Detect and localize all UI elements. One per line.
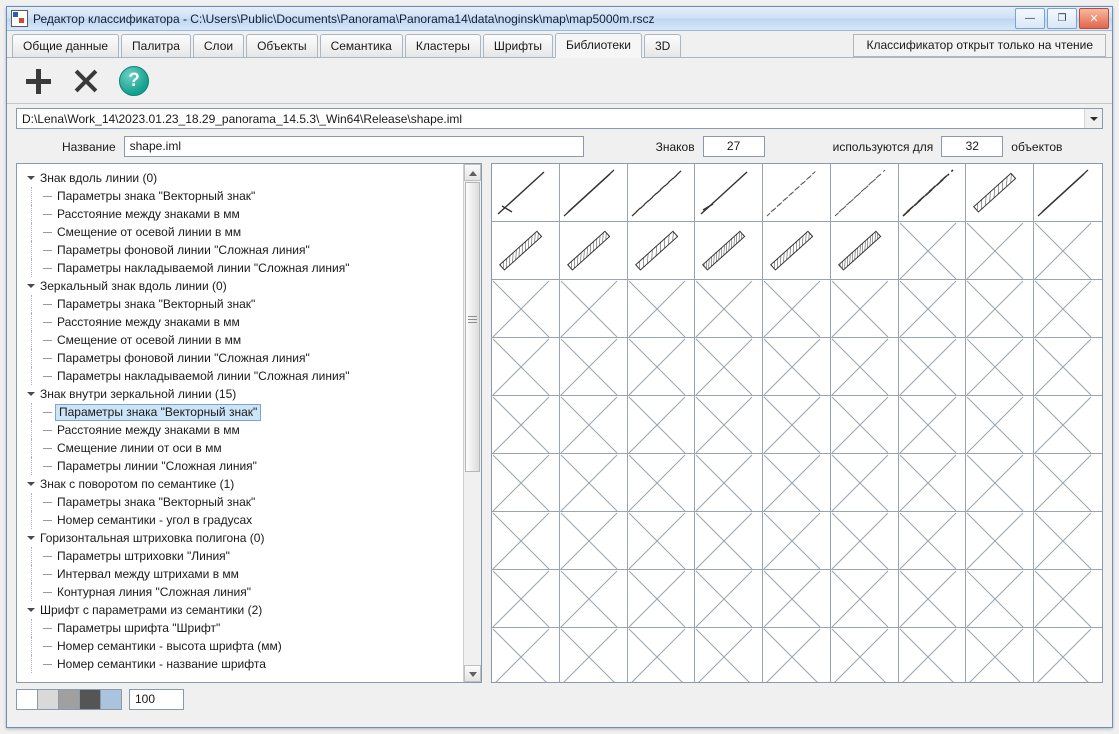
empty-symbol-cell[interactable]: [695, 338, 763, 396]
classifier-editor-window: [6, 6, 1113, 728]
empty-symbol-cell[interactable]: [695, 396, 763, 454]
expand-collapse-icon: [25, 601, 38, 619]
scroll-up-button[interactable]: [464, 164, 481, 181]
main-area: [7, 163, 1112, 683]
empty-symbol-cell[interactable]: [628, 512, 696, 570]
tree-branch-icon: [43, 619, 55, 637]
tree-item-label: Параметры знака "Векторный знак": [57, 297, 256, 311]
symbol-cell[interactable]: [695, 164, 763, 222]
minimize-button[interactable]: [1015, 8, 1045, 29]
maximize-icon: ❐: [1057, 12, 1067, 24]
symbol-cell[interactable]: [492, 222, 560, 280]
empty-symbol-cell[interactable]: [966, 454, 1034, 512]
symbol-cell[interactable]: [560, 164, 628, 222]
symbol-cell[interactable]: [1034, 164, 1102, 222]
library-path-row: [7, 104, 1112, 132]
empty-symbol-cell[interactable]: [492, 628, 560, 683]
empty-symbol-cell[interactable]: [492, 512, 560, 570]
tree-item-label: Смещение линии от оси в мм: [57, 441, 222, 455]
symbols-grid-panel[interactable]: [491, 163, 1103, 683]
color-swatch-3[interactable]: [79, 689, 101, 710]
bottom-bar: [7, 683, 1112, 710]
tree-child-item[interactable]: [23, 421, 464, 439]
tree-child-item[interactable]: [23, 619, 464, 637]
empty-symbol-cell[interactable]: [1034, 338, 1102, 396]
empty-symbol-cell[interactable]: [831, 454, 899, 512]
empty-symbol-cell[interactable]: [763, 512, 831, 570]
tab-semantika[interactable]: Семантика: [320, 34, 403, 57]
tab-biblioteki[interactable]: Библиотеки: [555, 33, 642, 58]
library-path-value: D:\Lena\Work_14\2023.01.23_18.29_panorama_14.5.3\_Win64\Release\shape.iml: [22, 111, 463, 126]
tree-item-label: Контурная линия "Сложная линия": [57, 585, 252, 599]
library-tree[interactable]: [17, 164, 464, 682]
tree-branch-icon: [43, 367, 55, 385]
tab-bar: [7, 31, 1112, 58]
tree-item-label: Параметры штриховки "Линия": [57, 549, 230, 563]
empty-symbol-cell[interactable]: [1034, 396, 1102, 454]
tree-branch-icon: [43, 259, 55, 277]
symbol-cell[interactable]: [763, 164, 831, 222]
symbol-cell[interactable]: [628, 164, 696, 222]
tree-item-label: Смещение от осевой линии в мм: [57, 225, 242, 239]
symbol-cell[interactable]: [695, 222, 763, 280]
empty-symbol-cell[interactable]: [1034, 570, 1102, 628]
tree-child-item[interactable]: [23, 331, 464, 349]
empty-symbol-cell[interactable]: [560, 570, 628, 628]
tree-item-label: Расстояние между знаками в мм: [57, 315, 240, 329]
empty-symbol-cell[interactable]: [966, 338, 1034, 396]
scroll-grip-icon: [468, 316, 477, 323]
name-row: [7, 132, 1112, 163]
tree-child-item[interactable]: [23, 295, 464, 313]
tree-child-item[interactable]: [23, 403, 464, 421]
tree-child-item[interactable]: [23, 313, 464, 331]
empty-symbol-cell[interactable]: [831, 338, 899, 396]
tree-branch-icon: [43, 511, 55, 529]
toolbar: [7, 58, 1112, 104]
empty-symbol-cell[interactable]: [966, 222, 1034, 280]
tree-item-label: Зеркальный знак вдоль линии (0): [40, 279, 227, 293]
minimize-icon: —: [1025, 12, 1035, 24]
tree-child-item[interactable]: [23, 637, 464, 655]
symbols-grid[interactable]: [492, 164, 1102, 683]
tree-item-label: Смещение от осевой линии в мм: [57, 333, 242, 347]
window-title: Редактор классификатора - C:\Users\Public\Documents\Panorama\Panorama14\data\noginsk\map\map5000m.rscz: [33, 11, 655, 26]
tree-item-label: Знак с поворотом по семантике (1): [40, 477, 235, 491]
tree-item-label: Параметры накладываемой линии "Сложная линия": [57, 369, 350, 383]
empty-symbol-cell[interactable]: [695, 628, 763, 683]
tree-item-label: Расстояние между знаками в мм: [57, 207, 240, 221]
library-tree-panel: [16, 163, 482, 683]
empty-symbol-cell[interactable]: [1034, 454, 1102, 512]
empty-symbol-cell[interactable]: [899, 570, 967, 628]
symbol-cell[interactable]: [560, 222, 628, 280]
scroll-thumb[interactable]: [465, 182, 480, 472]
empty-symbol-cell[interactable]: [628, 338, 696, 396]
tree-item-label: Номер семантики - название шрифта: [57, 657, 266, 671]
empty-symbol-cell[interactable]: [899, 338, 967, 396]
tree-child-item[interactable]: [23, 241, 464, 259]
empty-symbol-cell[interactable]: [763, 396, 831, 454]
expand-collapse-icon: [25, 529, 38, 547]
tree-child-item[interactable]: [23, 349, 464, 367]
empty-symbol-cell[interactable]: [1034, 222, 1102, 280]
plus-icon[interactable]: [23, 66, 53, 96]
symbol-cell[interactable]: [966, 164, 1034, 222]
empty-symbol-cell[interactable]: [763, 628, 831, 683]
color-swatch-1[interactable]: [37, 689, 59, 710]
readonly-status-banner: Классификатор открыт только на чтение: [853, 34, 1106, 57]
empty-symbol-cell[interactable]: [763, 280, 831, 338]
tree-branch-icon: [43, 187, 55, 205]
tree-branch-icon: [43, 349, 55, 367]
cross-icon[interactable]: [71, 66, 101, 96]
empty-symbol-cell[interactable]: [1034, 512, 1102, 570]
empty-symbol-cell[interactable]: [763, 570, 831, 628]
empty-symbol-cell[interactable]: [492, 454, 560, 512]
empty-symbol-cell[interactable]: [695, 570, 763, 628]
tree-child-item[interactable]: [23, 259, 464, 277]
tree-group-item[interactable]: [23, 475, 464, 493]
tree-child-item[interactable]: [23, 493, 464, 511]
tree-group-item[interactable]: [23, 529, 464, 547]
library-path-combobox[interactable]: [16, 108, 1103, 129]
tree-item-label: Параметры фоновой линии "Сложная линия": [57, 243, 310, 257]
tree-branch-icon: [43, 403, 55, 421]
tree-item-label: Параметры фоновой линии "Сложная линия": [57, 351, 310, 365]
empty-symbol-cell[interactable]: [492, 338, 560, 396]
tab-palitra[interactable]: Палитра: [121, 34, 191, 57]
empty-symbol-cell[interactable]: [492, 570, 560, 628]
symbol-cell[interactable]: [899, 164, 967, 222]
empty-symbol-cell[interactable]: [560, 628, 628, 683]
title-bar: [7, 7, 1112, 31]
tree-child-item[interactable]: [23, 187, 464, 205]
tree-branch-icon: [43, 637, 55, 655]
empty-symbol-cell[interactable]: [899, 512, 967, 570]
tree-branch-icon: [43, 439, 55, 457]
empty-symbol-cell[interactable]: [695, 280, 763, 338]
symbol-cell[interactable]: [628, 222, 696, 280]
tree-group-item[interactable]: [23, 169, 464, 187]
tree-item-label: Расстояние между знаками в мм: [57, 423, 240, 437]
empty-symbol-cell[interactable]: [831, 570, 899, 628]
signs-count: 27: [703, 136, 765, 157]
tree-child-item[interactable]: [23, 439, 464, 457]
empty-symbol-cell[interactable]: [560, 338, 628, 396]
tree-child-item[interactable]: [23, 223, 464, 241]
tree-item-label: Шрифт с параметрами из семантики (2): [40, 603, 263, 617]
expand-collapse-icon: [25, 385, 38, 403]
empty-symbol-cell[interactable]: [966, 628, 1034, 683]
empty-symbol-cell[interactable]: [560, 454, 628, 512]
symbol-cell[interactable]: [492, 164, 560, 222]
tree-child-item[interactable]: [23, 511, 464, 529]
signs-label: Знаков: [655, 139, 695, 154]
tree-child-item[interactable]: [23, 583, 464, 601]
empty-symbol-cell[interactable]: [966, 396, 1034, 454]
zoom-input[interactable]: 100: [129, 689, 184, 710]
empty-symbol-cell[interactable]: [899, 222, 967, 280]
symbol-cell[interactable]: [831, 164, 899, 222]
maximize-button[interactable]: [1047, 8, 1077, 29]
empty-symbol-cell[interactable]: [831, 628, 899, 683]
empty-symbol-cell[interactable]: [831, 512, 899, 570]
tree-branch-icon: [43, 565, 55, 583]
empty-symbol-cell[interactable]: [560, 512, 628, 570]
expand-collapse-icon: [25, 169, 38, 187]
tree-branch-icon: [43, 331, 55, 349]
tree-branch-icon: [43, 655, 55, 673]
name-label: Название: [62, 139, 116, 154]
close-icon: ✕: [1089, 12, 1099, 25]
tree-item-label: Знак вдоль линии (0): [40, 171, 158, 185]
tree-branch-icon: [43, 241, 55, 259]
help-icon[interactable]: ?: [119, 66, 149, 96]
empty-symbol-cell[interactable]: [831, 280, 899, 338]
tree-child-item[interactable]: [23, 367, 464, 385]
empty-symbol-cell[interactable]: [831, 396, 899, 454]
scroll-down-button[interactable]: [464, 665, 481, 682]
tree-child-item[interactable]: [23, 457, 464, 475]
tree-group-item[interactable]: [23, 385, 464, 403]
tree-group-item[interactable]: [23, 601, 464, 619]
expand-collapse-icon: [25, 475, 38, 493]
tree-item-label: Параметры знака "Векторный знак": [55, 404, 261, 421]
empty-symbol-cell[interactable]: [628, 280, 696, 338]
tree-item-label: Параметры линии "Сложная линия": [57, 459, 257, 473]
color-swatch-2[interactable]: [58, 689, 80, 710]
tab-shrifty[interactable]: Шрифты: [483, 34, 553, 57]
empty-symbol-cell[interactable]: [560, 396, 628, 454]
tree-branch-icon: [43, 457, 55, 475]
tree-item-label: Параметры шрифта "Шрифт": [57, 621, 221, 635]
empty-symbol-cell[interactable]: [966, 280, 1034, 338]
color-swatch-0[interactable]: [16, 689, 38, 710]
name-input[interactable]: shape.iml: [124, 136, 584, 157]
tab-obekty[interactable]: Объекты: [246, 34, 318, 57]
empty-symbol-cell[interactable]: [763, 454, 831, 512]
tab-3d[interactable]: 3D: [644, 34, 681, 57]
empty-symbol-cell[interactable]: [763, 338, 831, 396]
empty-symbol-cell[interactable]: [492, 280, 560, 338]
empty-symbol-cell[interactable]: [966, 570, 1034, 628]
empty-symbol-cell[interactable]: [1034, 628, 1102, 683]
expand-collapse-icon: [25, 277, 38, 295]
empty-symbol-cell[interactable]: [628, 454, 696, 512]
tree-branch-icon: [43, 205, 55, 223]
app-icon: [11, 10, 28, 27]
tree-group-item[interactable]: [23, 277, 464, 295]
empty-symbol-cell[interactable]: [628, 396, 696, 454]
tree-branch-icon: [43, 295, 55, 313]
tree-item-label: Знак внутри зеркальной линии (15): [40, 387, 237, 401]
empty-symbol-cell[interactable]: [628, 628, 696, 683]
empty-symbol-cell[interactable]: [560, 280, 628, 338]
tree-branch-icon: [43, 583, 55, 601]
window-controls: [1015, 8, 1110, 29]
empty-symbol-cell[interactable]: [695, 512, 763, 570]
empty-symbol-cell[interactable]: [899, 454, 967, 512]
color-swatch-4[interactable]: [100, 689, 122, 710]
symbol-cell[interactable]: [763, 222, 831, 280]
empty-symbol-cell[interactable]: [899, 280, 967, 338]
used-for-label: используются для: [832, 139, 934, 154]
tree-item-label: Номер семантики - угол в градусах: [57, 513, 253, 527]
tree-child-item[interactable]: [23, 565, 464, 583]
tab-klastery[interactable]: Кластеры: [405, 34, 481, 57]
tree-branch-icon: [43, 421, 55, 439]
tree-item-label: Горизонтальная штриховка полигона (0): [40, 531, 265, 545]
tree-item-label: Параметры накладываемой линии "Сложная линия": [57, 261, 350, 275]
tree-child-item[interactable]: [23, 205, 464, 223]
tree-item-label: Номер семантики - высота шрифта (мм): [57, 639, 282, 653]
tree-branch-icon: [43, 223, 55, 241]
objects-count: 32: [941, 136, 1003, 157]
symbol-cell[interactable]: [831, 222, 899, 280]
objects-label: объектов: [1011, 139, 1063, 154]
tree-item-label: Интервал между штрихами в мм: [57, 567, 239, 581]
empty-symbol-cell[interactable]: [628, 570, 696, 628]
tab-sloi[interactable]: Слои: [193, 34, 244, 57]
empty-symbol-cell[interactable]: [899, 628, 967, 683]
tree-child-item[interactable]: [23, 547, 464, 565]
empty-symbol-cell[interactable]: [899, 396, 967, 454]
tab-obschie-dannye[interactable]: Общие данные: [12, 34, 119, 57]
tree-branch-icon: [43, 493, 55, 511]
empty-symbol-cell[interactable]: [1034, 280, 1102, 338]
tree-child-item[interactable]: [23, 655, 464, 673]
tree-item-label: Параметры знака "Векторный знак": [57, 495, 256, 509]
tree-branch-icon: [43, 313, 55, 331]
tree-branch-icon: [43, 547, 55, 565]
tree-vertical-scrollbar[interactable]: [463, 164, 481, 682]
empty-symbol-cell[interactable]: [695, 454, 763, 512]
empty-symbol-cell[interactable]: [492, 396, 560, 454]
tree-item-label: Параметры знака "Векторный знак": [57, 189, 256, 203]
chevron-down-icon[interactable]: [1084, 109, 1102, 128]
empty-symbol-cell[interactable]: [966, 512, 1034, 570]
close-button[interactable]: [1079, 8, 1109, 29]
